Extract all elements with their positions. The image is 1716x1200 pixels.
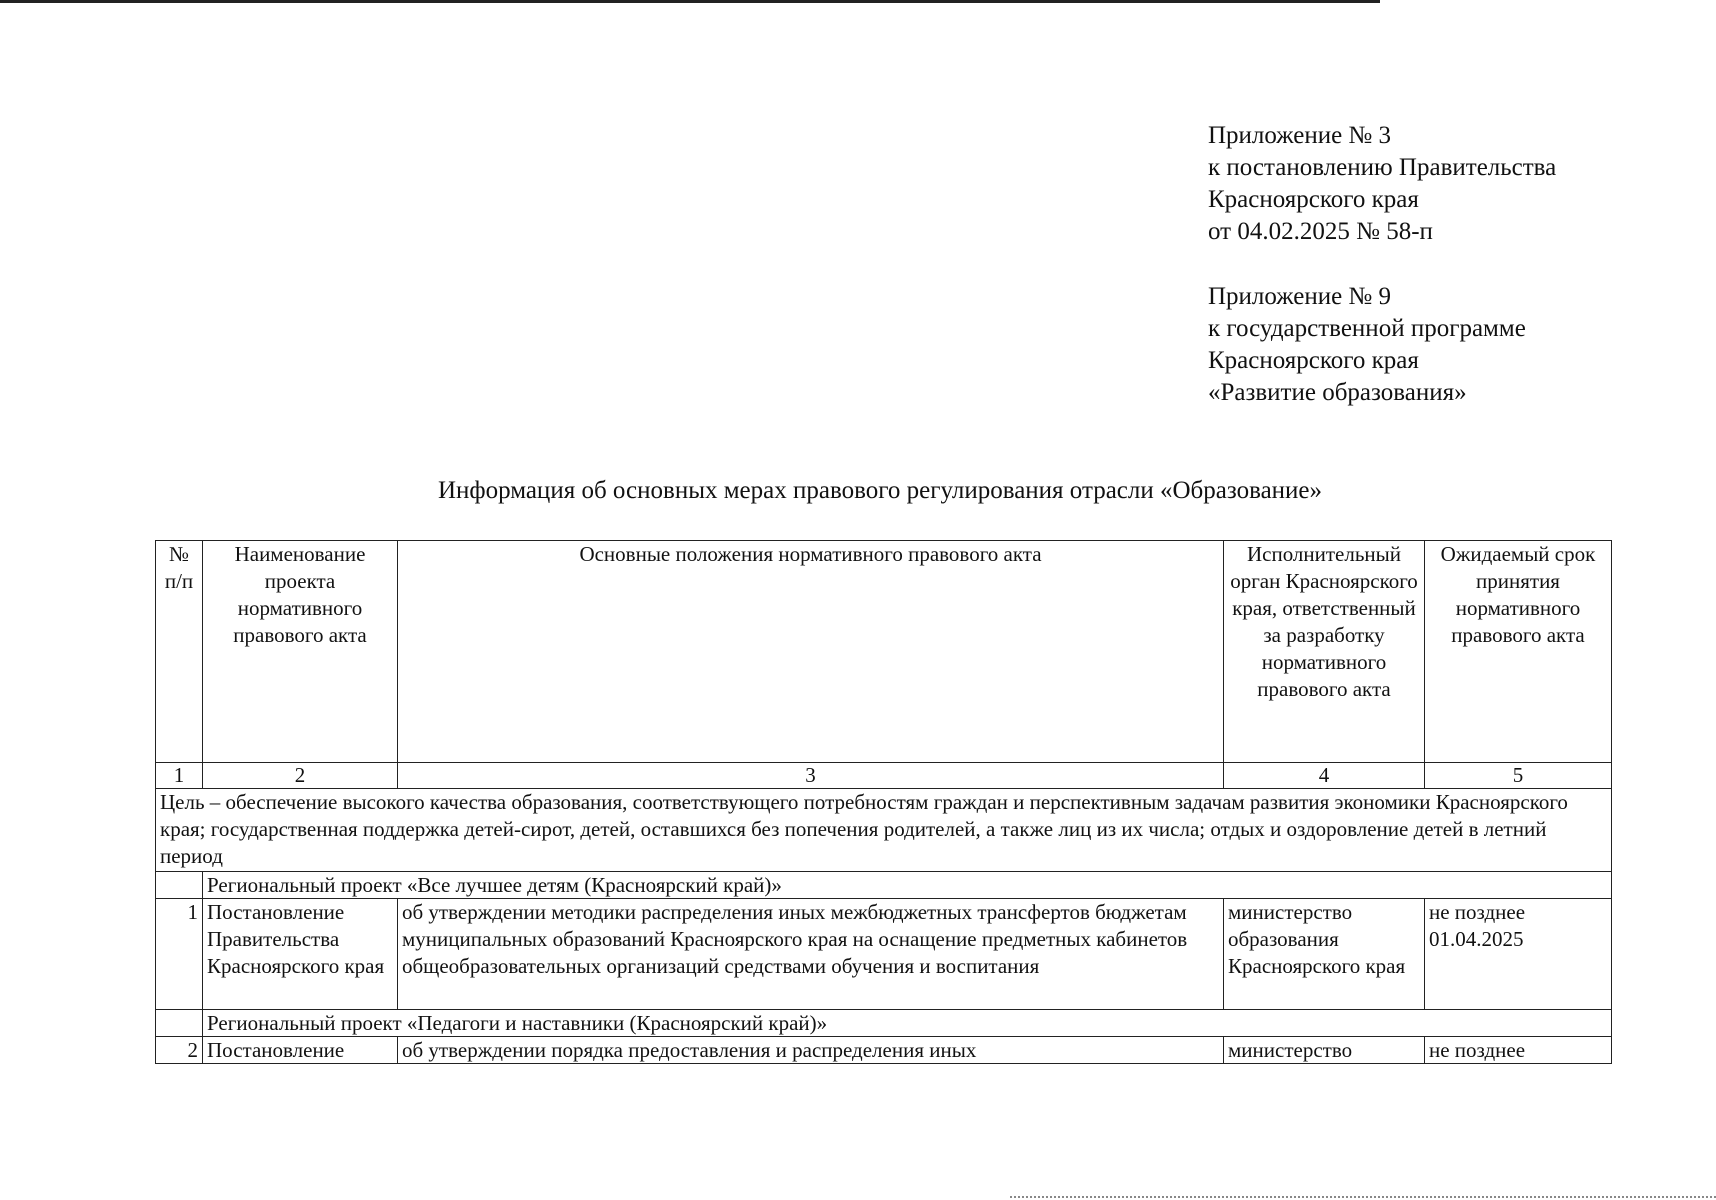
appendix-line: Приложение № 3 [1208,122,1392,149]
goal-cell: Цель – обеспечение высокого качества образования, соответствующего потребностям граждан и перспективным задачам развития экономики Красноярского края; государственная поддержка детей-сирот, детей, оставшихся без попечения родителей, а также лиц из их числа; отдых и оздоровление детей в летний период [156,789,1612,872]
header-cell-number: № п/п [156,541,203,763]
section-title-cell: Региональный проект «Все лучшее детям (Красноярский край)» [203,872,1612,899]
row-executor-cell: министерство образования Красноярского края [1224,899,1425,1010]
appendix-line: к государственной программе [1208,315,1526,342]
column-number-cell: 1 [156,763,203,789]
row-name-cell: Постановление [203,1037,398,1064]
row-name-cell: Постановление Правительства Красноярского края [203,899,398,1010]
column-number-cell: 5 [1425,763,1612,789]
section-row [156,872,1612,899]
page-bottom-edge [1010,1196,1716,1198]
row-deadline-cell: не позднее 01.04.2025 [1425,899,1612,1010]
row-deadline-cell: не позднее [1425,1037,1612,1064]
header-cell-executor: Исполнительный орган Красноярского края, ответственный за разработку нормативного правового акта [1224,541,1425,763]
column-number-row [156,763,1612,789]
appendix-9-header [1208,281,1526,409]
row-provisions-cell: об утверждении методики распределения иных межбюджетных трансфертов бюджетам муниципальных образований Красноярского края на оснащение предметных кабинетов общеобразовательных организаций средствами обучения и воспитания [398,899,1224,1010]
section-empty-cell [156,1010,203,1037]
row-executor-cell: министерство [1224,1037,1425,1064]
legal-measures-table [155,540,1612,1064]
appendix-line: от 04.02.2025 № 58-п [1208,218,1433,245]
table-header-row [156,541,1612,763]
column-number-cell: 2 [203,763,398,789]
row-provisions-cell: об утверждении порядка предоставления и распределения иных [398,1037,1224,1064]
section-empty-cell [156,872,203,899]
table-row [156,1037,1612,1064]
row-number-cell: 1 [156,899,203,1010]
row-number-cell: 2 [156,1037,203,1064]
appendix-line: «Развитие образования» [1208,379,1467,406]
document-title: Информация об основных мерах правового регулирования отрасли «Образование» [437,477,1323,504]
goal-row [156,789,1612,872]
header-cell-deadline: Ожидаемый срок принятия нормативного правового акта [1425,541,1612,763]
header-cell-project-name: Наименование проекта нормативного правового акта [203,541,398,763]
section-title-cell: Региональный проект «Педагоги и наставники (Красноярский край)» [203,1010,1612,1037]
appendix-line: Приложение № 9 [1208,283,1392,310]
column-number-cell: 3 [398,763,1224,789]
table-row [156,899,1612,1010]
page-top-border [0,0,1380,3]
section-row [156,1010,1612,1037]
header-cell-provisions: Основные положения нормативного правового акта [398,541,1224,763]
appendix-line: Красноярского края [1208,186,1419,213]
appendix-line: к постановлению Правительства [1208,154,1557,181]
appendix-3-header [1208,120,1556,248]
appendix-line: Красноярского края [1208,347,1419,374]
column-number-cell: 4 [1224,763,1425,789]
